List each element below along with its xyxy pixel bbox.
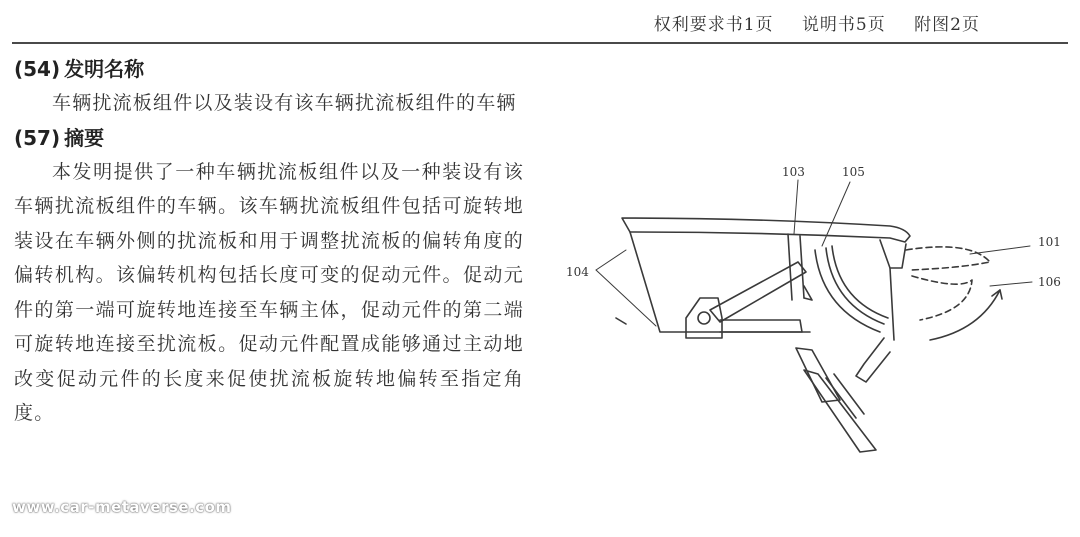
lower-link [856, 338, 890, 382]
description-pages: 说明书5页 [801, 15, 886, 35]
body-panel [622, 218, 910, 242]
deflected-spoiler [906, 247, 990, 270]
invention-title: 车辆扰流板组件以及装设有该车辆扰流板组件的车辆 [52, 92, 517, 114]
label-105: 105 [842, 165, 865, 179]
label-106: 106 [1038, 275, 1061, 289]
abstract-heading [14, 121, 524, 155]
abstract-text: 本发明提供了一种车辆扰流板组件以及一种装设有该车辆扰流板组件的车辆。该车辆扰流板组件包括可旋转地装设在车辆外侧的扰流板和用于调整扰流板的偏转角度的偏转机构。该偏转机构包括长度可变的促动元件。促动元件的第一端可旋转地连接至车辆主体，促动元件的第二端可旋转地连接至扰流板。促动元件配置成能够通过主动地改变促动元件的长度来促使扰流板旋转地偏转至指定角度。 [14, 160, 524, 424]
abstract-code: (57) [14, 125, 61, 150]
title-label: 发明名称 [64, 57, 145, 81]
drawings-pages: 附图2页 [914, 15, 980, 35]
label-101: 101 [1038, 235, 1061, 249]
claims-pages: 权利要求书1页 [653, 15, 774, 35]
title-heading [14, 52, 524, 86]
spoiler-hinge [880, 240, 906, 268]
bibliographic-text [14, 52, 524, 431]
title-code: (54) [14, 57, 61, 81]
header-divider [12, 42, 1068, 44]
body-outline [630, 232, 810, 332]
header-page-counts [632, 10, 980, 35]
label-104: 104 [566, 265, 589, 279]
watermark: www.car-metaverse.com [12, 498, 232, 516]
abstract-label: 摘要 [64, 125, 105, 150]
patent-drawing [560, 150, 1080, 480]
label-103: 103 [782, 165, 805, 179]
curved-guide [815, 250, 880, 332]
